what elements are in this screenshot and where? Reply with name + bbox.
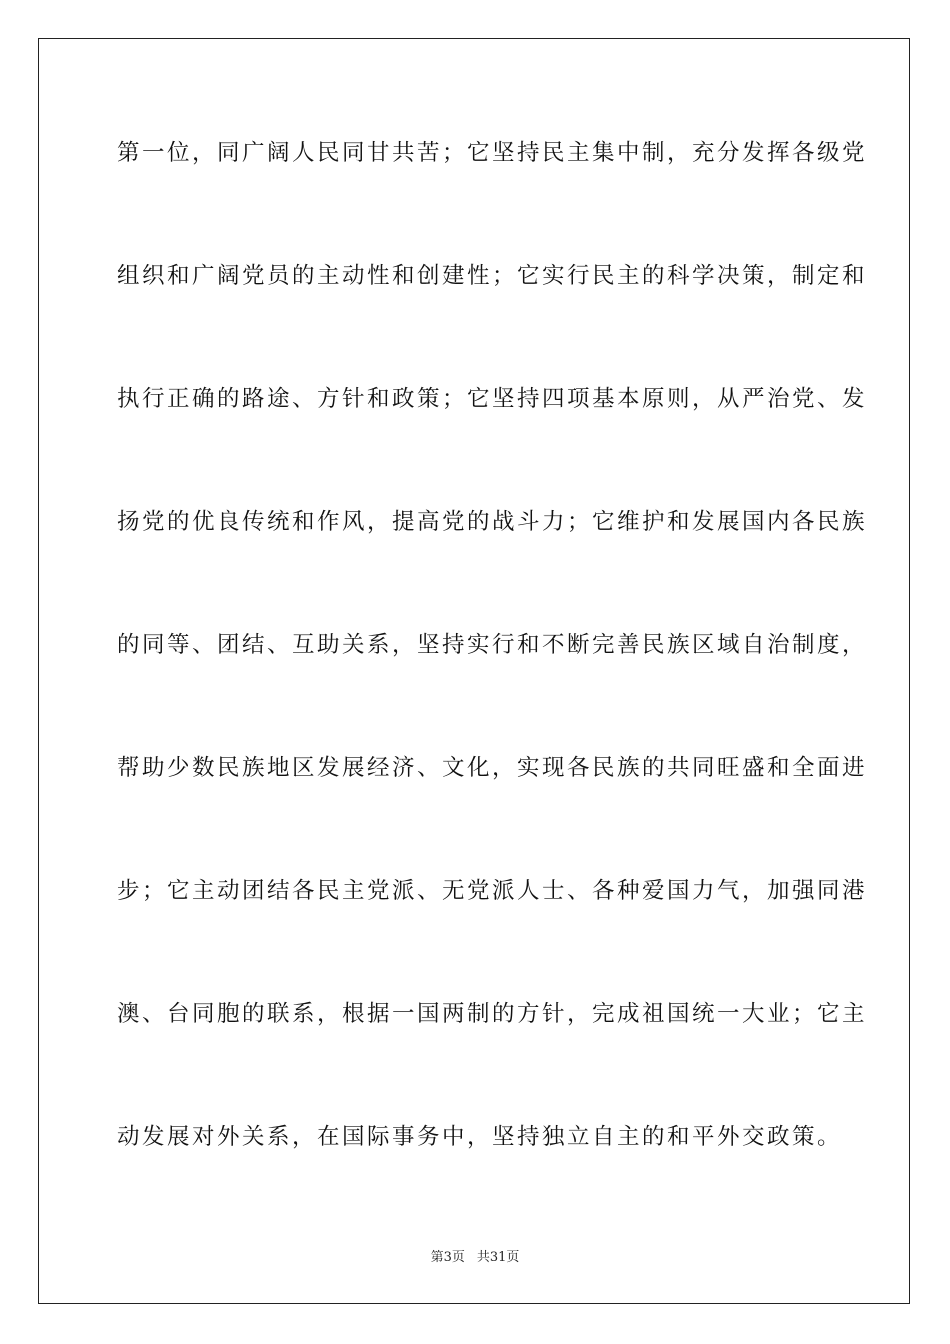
total-pages: 共31页 [476, 1250, 520, 1265]
text-line: 执行正确的路途、方针和政策；它坚持四项基本原则，从严治党、发 [117, 386, 868, 412]
text-line: 第一位，同广阔人民同甘共苦；它坚持民主集中制，充分发挥各级党 [117, 140, 868, 166]
text-line: 组织和广阔党员的主动性和创建性；它实行民主的科学决策，制定和 [117, 263, 868, 289]
text-line: 的同等、团结、互助关系，坚持实行和不断完善民族区域自治制度， [117, 632, 868, 658]
text-line: 扬党的优良传统和作风，提高党的战斗力；它维护和发展国内各民族 [117, 509, 868, 535]
text-line: 帮助少数民族地区发展经济、文化，实现各民族的共同旺盛和全面进 [117, 755, 868, 781]
text-line: 动发展对外关系，在国际事务中，坚持独立自主的和平外交政策。 [117, 1124, 843, 1150]
body-text [117, 128, 868, 1235]
text-line: 步；它主动团结各民主党派、无党派人士、各种爱国力气，加强同港 [117, 878, 868, 904]
text-line: 澳、台同胞的联系，根据一国两制的方针，完成祖国统一大业；它主 [117, 1001, 868, 1027]
page-number: 第3页 [430, 1250, 465, 1265]
page-footer [0, 1246, 950, 1265]
